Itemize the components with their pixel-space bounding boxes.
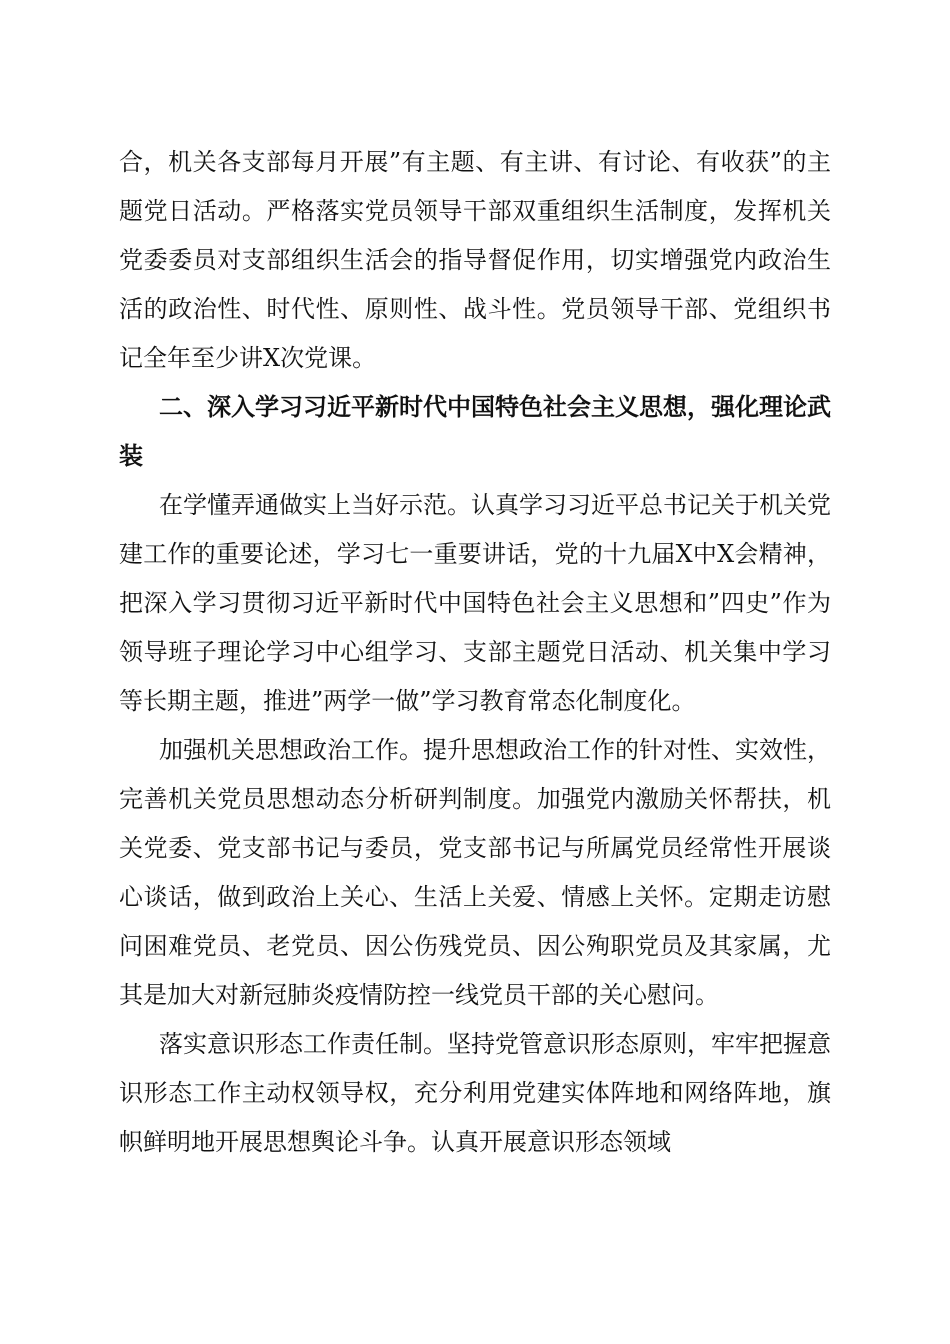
paragraph-ideological-work: 加强机关思想政治工作。提升思想政治工作的针对性、实效性，完善机关党员思想动态分析研判制度。加强党内激励关怀帮扶，机关党委、党支部书记与委员，党支部书记与所属党员经常性开展谈心谈话，做到政治上关心、生活上关爱、情感上关怀。定期走访慰问困难党员、老党员、因公伤残党员、因公殉职党员及其家属，尤其是加大对新冠肺炎疫情防控一线党员干部的关心慰问。 xyxy=(119,736,831,1009)
paragraph-study-model: 在学懂弄通做实上当好示范。认真学习习近平总书记关于机关党建工作的重要论述，学习七一重要讲话，党的十九届X中X会精神，把深入学习贯彻习近平新时代中国特色社会主义思想和”四史”作为领导班子理论学习中心组学习、支部主题党日活动、机关集中学习等长期主题，推进”两学一做”学习教育常态化制度化。 xyxy=(119,491,831,715)
paragraph-party-day-activities: 合，机关各支部每月开展”有主题、有主讲、有讨论、有收获”的主题党日活动。严格落实党员领导干部双重组织生活制度，发挥机关党委委员对支部组织生活会的指导督促作用，切实增强党内政治生活的政治性、时代性、原则性、战斗性。党员领导干部、党组织书记全年至少讲X次党课。 xyxy=(119,148,831,372)
section-heading-theory-study: 二、深入学习习近平新时代中国特色社会主义思想，强化理论武装 xyxy=(119,393,831,470)
paragraph-ideology-responsibility: 落实意识形态工作责任制。坚持党管意识形态原则，牢牢把握意识形态工作主动权领导权，充分利用党建实体阵地和网络阵地，旗帜鲜明地开展思想舆论斗争。认真开展意识形态领域 xyxy=(119,1030,831,1156)
document-body xyxy=(119,138,831,1167)
